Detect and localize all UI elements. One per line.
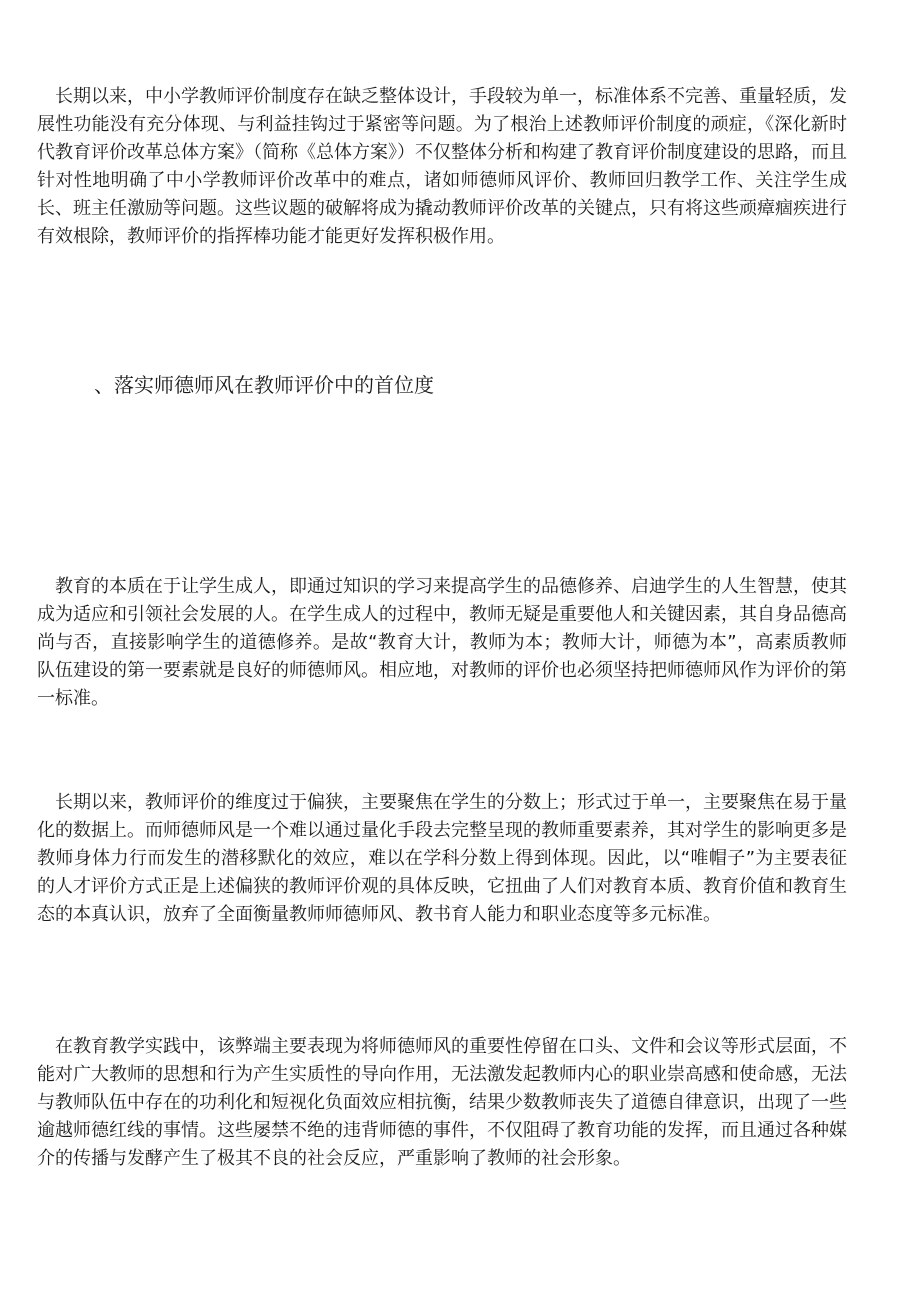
body-paragraph-narrow-evaluation: 长期以来，教师评价的维度过于偏狭，主要聚焦在学生的分数上；形式过于单一，主要聚焦在易于量化的数据上。而师德师风是一个难以通过量化手段去完整呈现的教师重要素养，其对学生的影响更多是教师身体力行而发生的潜移默化的效应，难以在学科分数上得到体现。因此，以“唯帽子”为主要表征的人才评价方式正是上述偏狭的教师评价观的具体反映，它扭曲了人们对教育本质、教育价值和教育生态的本真认识，放弃了全面衡量教师师德师风、教书育人能力和职业态度等多元标准。 xyxy=(37,792,847,925)
body-paragraph-practice: 在教育教学实践中，该弊端主要表现为将师德师风的重要性停留在口头、文件和会议等形式层面，不能对广大教师的思想和行为产生实质性的导向作用，无法激发起教师内心的职业崇高感和使命感，无法与教师队伍中存在的功利化和短视化负面效应相抗衡，结果少数教师丧失了道德自律意识，出现了一些逾越师德红线的事情。这些屡禁不绝的违背师德的事件，不仅阻碍了教育功能的发挥，而且通过各种媒介的传播与发酵产生了极其不良的社会反应，严重影响了教师的社会形象。 xyxy=(37,1036,847,1169)
section-heading: 、落实师德师风在教师评价中的首位度 xyxy=(94,373,434,397)
body-paragraph-essence: 教育的本质在于让学生成人，即通过知识的学习来提高学生的品德修养、启迪学生的人生智慧，使其成为适应和引领社会发展的人。在学生成人的过程中，教师无疑是重要他人和关键因素，其自身品德高尚与否，直接影响学生的道德修养。是故“教育大计，教师为本；教师大计，师德为本”，高素质教师队伍建设的第一要素就是良好的师德师风。相应地，对教师的评价也必须坚持把师德师风作为评价的第一标准。 xyxy=(37,576,847,709)
intro-paragraph: 长期以来，中小学教师评价制度存在缺乏整体设计，手段较为单一，标准体系不完善、重量轻质，发展性功能没有充分体现、与利益挂钩过于紧密等问题。为了根治上述教师评价制度的顽症，《深化新时代教育评价改革总体方案》（简称《总体方案》）不仅整体分析和构建了教育评价制度建设的思路，而且针对性地明确了中小学教师评价改革中的难点，诸如师德师风评价、教师回归教学工作、关注学生成长、班主任激励等问题。这些议题的破解将成为撬动教师评价改革的关键点，只有将这些顽瘴痼疾进行有效根除，教师评价的指挥棒功能才能更好发挥积极作用。 xyxy=(37,86,847,247)
